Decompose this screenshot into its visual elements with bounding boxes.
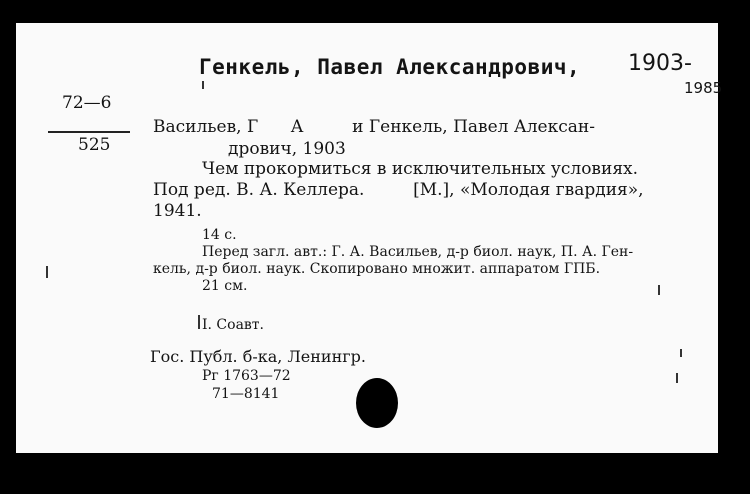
- library-number: 71—8141: [212, 386, 280, 402]
- library-code: Рг 1763—72: [202, 368, 291, 384]
- entry-title-line3: 1941.: [153, 201, 202, 221]
- call-number-bottom: 525: [78, 135, 111, 155]
- speck: [202, 81, 204, 89]
- collation-pages: 14 с.: [202, 227, 237, 243]
- speck: [658, 285, 660, 295]
- library-name: Гос. Публ. б-ка, Ленингр.: [150, 347, 366, 366]
- call-number-top: 72—6: [62, 93, 112, 113]
- punch-hole: [356, 378, 398, 428]
- call-number-rule: [48, 131, 130, 133]
- speck: [198, 315, 200, 329]
- entry-title-line2: Под ред. В. А. Келлера. [М.], «Молодая гвардия»,: [153, 180, 644, 200]
- catalog-card: [16, 23, 723, 453]
- collation-note-line1: Перед загл. авт.: Г. А. Васильев, д-р биол. наук, П. А. Ген-: [202, 244, 634, 260]
- tracing: I. Соавт.: [202, 317, 264, 333]
- collation-note-line2: кель, д-р биол. наук. Скопировано множит. аппаратом ГПБ.: [153, 261, 601, 277]
- entry-authors-line1: Васильев, Г А и Генкель, Павел Алексан-: [153, 117, 595, 137]
- handwritten-death-year: 1985: [684, 79, 723, 97]
- card-heading: Генкель, Павел Александрович,: [199, 55, 581, 79]
- collation-size: 21 см.: [202, 278, 248, 294]
- entry-title-line1: Чем прокормиться в исключительных условиях.: [202, 159, 639, 179]
- handwritten-dates: 1903-: [628, 51, 692, 76]
- speck: [676, 373, 678, 383]
- entry-authors-line2: дрович, 1903: [228, 139, 346, 159]
- speck: [46, 266, 48, 278]
- speck: [680, 349, 682, 357]
